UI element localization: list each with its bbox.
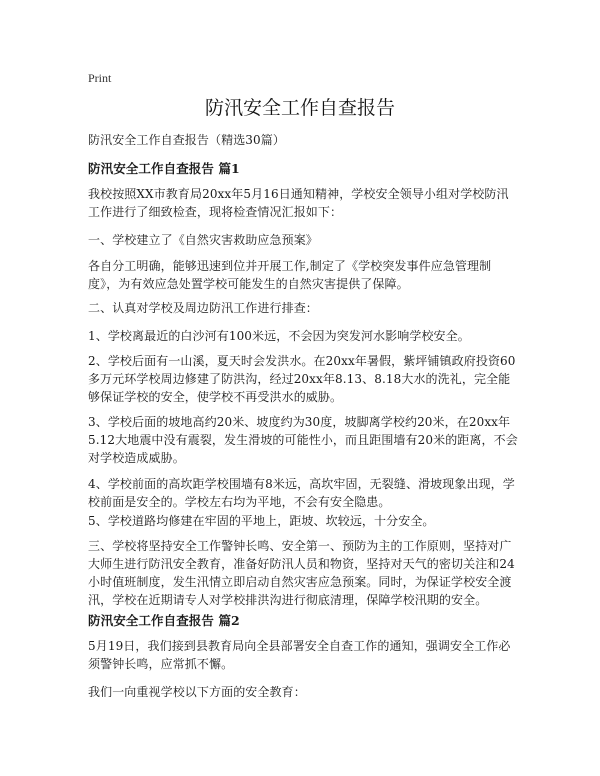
paragraph: 我们一向重视学校以下方面的安全教育： (88, 685, 306, 699)
paragraph: 各自分工明确，能够迅速到位并开展工作,制定了《学校突发事件应急管理制度》，为有效应急处置学校可能发生的自然灾害提供了保障。 (88, 259, 492, 291)
print-link[interactable]: Print (88, 71, 112, 85)
page-title: 防汛安全工作自查报告 (204, 97, 395, 119)
paragraph: 5、学校道路均修建在牢固的平地上，距坡、坎较远，十分安全。 (88, 514, 435, 528)
paragraph: 2、学校后面有一山溪，夏天时会发洪水。在20xx年暑假，紫坪铺镇政府投资60多万元环学校周边修建了防洪沟，经过20xx年8.13、8.18大水的洗礼，完全能够保证学校的安全，使学校不再受洪水的威胁。 (88, 354, 516, 404)
paragraph: 3、学校后面的坡地高约20米、坡度约为30度，坡脚离学校约20米，在20xx年5.12大地震中没有震裂，发生滑坡的可能性小，而且距围墙有20米的距离，不会对学校造成威胁。 (88, 415, 518, 465)
paragraph: 三、学校将坚持安全工作警钟长鸣、安全第一、预防为主的工作原则，坚持对广大师生进行防汛安全教育，准备好防汛人员和物资，坚持对天气的密切关注和24小时值班制度，发生汛情立即启动自然灾害应急预案。同时，为保证学校安全渡汛，学校在近期请专人对学校排洪沟进行彻底清理，保障学校汛期的安全。 (88, 539, 515, 607)
paragraph: 二、认真对学校及周边防汛工作进行排查： (88, 301, 318, 315)
paragraph: 5月19日，我们接到县教育局向全县部署安全自查工作的通知，强调安全工作必须警钟长鸣，应常抓不懈。 (88, 639, 511, 671)
paragraph: 1、学校离最近的白沙河有100米远，不会因为突发河水影响学校安全。 (88, 329, 470, 343)
paragraph: 一、学校建立了《自然灾害救助应急预案》 (88, 233, 318, 247)
paragraph: 我校按照XX市教育局20xx年5月16日通知精神，学校安全领导小组对学校防汛工作进行了细致检查，现将检查情况汇报如下： (88, 187, 509, 219)
paragraph: 4、学校前面的高坎距学校围墙有8米远，高坎牢固，无裂缝、滑坡现象出现，学校前面是安全的。学校左右均为平地，不会有安全隐患。 (88, 477, 515, 509)
section-heading-2: 防汛安全工作自查报告 篇2 (88, 613, 240, 628)
subtitle: 防汛安全工作自查报告（精选30篇） (88, 133, 285, 147)
section-heading-1: 防汛安全工作自查报告 篇1 (88, 161, 240, 176)
